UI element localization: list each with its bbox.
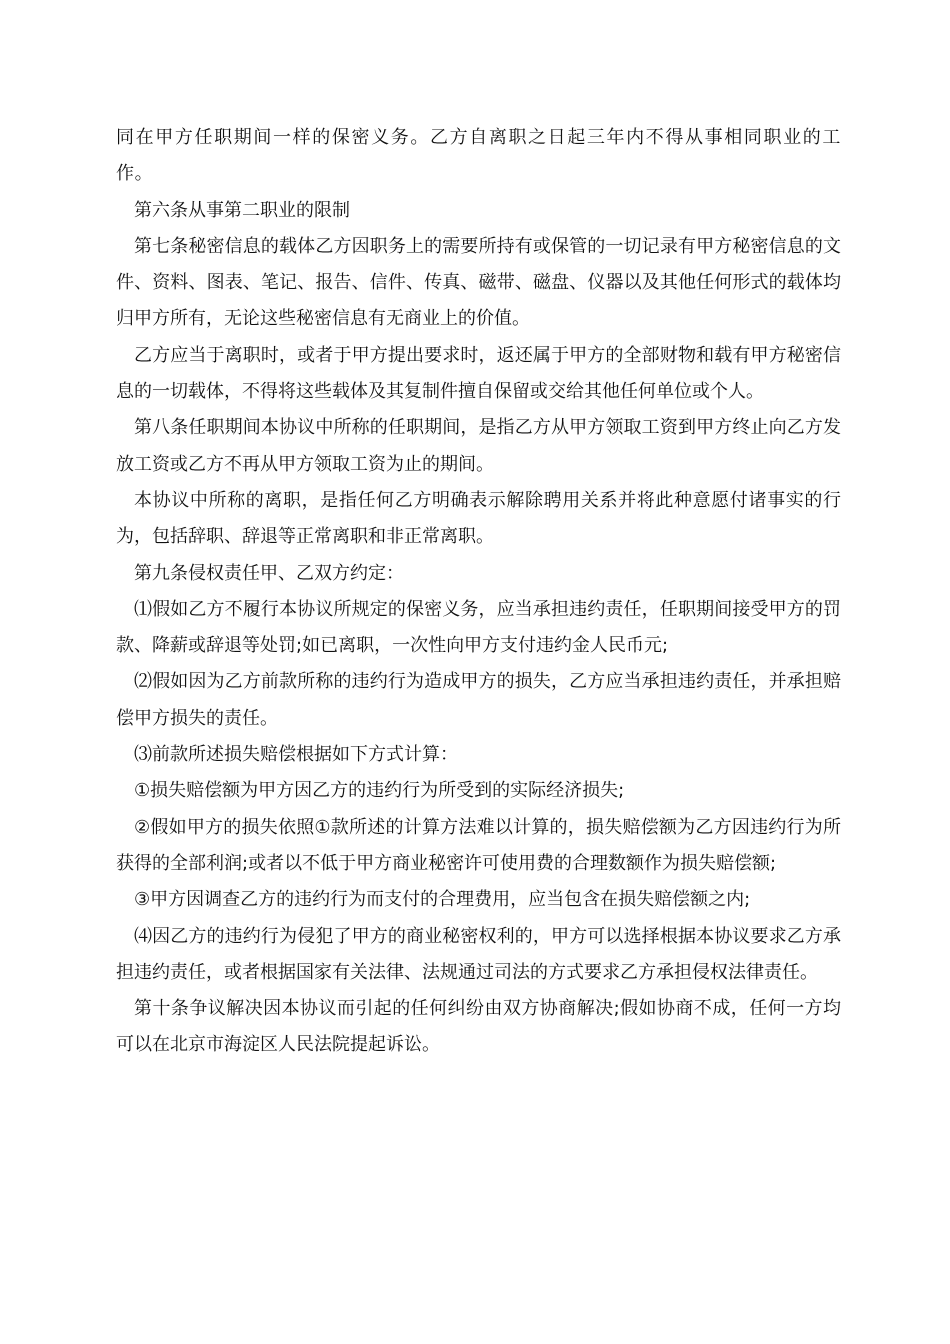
return-materials-paragraph: 乙方应当于离职时，或者于甲方提出要求时，返还属于甲方的全部财物和载有甲方秘密信息的一切载体，不得将这些载体及其复制件擅自保留或交给其他任何单位或个人。 — [116, 344, 841, 403]
paragraph-confidentiality-continuation: 同在甲方任职期间一样的保密义务。乙方自离职之日起三年内不得从事相同职业的工作。 — [116, 127, 841, 185]
clause-1-paragraph: ⑴假如乙方不履行本协议所规定的保密义务，应当承担违约责任，任职期间接受甲方的罚款、降薪或辞退等处罚;如已离职，一次性向甲方支付违约金人民币元; — [116, 598, 841, 657]
sub-clause-3-paragraph: ③甲方因调查乙方的违约行为而支付的合理费用，应当包含在损失赔偿额之内; — [134, 889, 751, 911]
article-6-heading: 第六条从事第二职业的限制 — [134, 199, 350, 221]
sub-clause-1-paragraph: ①损失赔偿额为甲方因乙方的违约行为所受到的实际经济损失; — [134, 780, 625, 802]
document-body — [116, 120, 841, 1064]
article-10-paragraph: 第十条争议解决因本协议而引起的任何纠纷由双方协商解决;假如协商不成，任何一方均可以在北京市海淀区人民法院提起诉讼。 — [116, 998, 841, 1056]
article-8-paragraph: 第八条任职期间本协议中所称的任职期间，是指乙方从甲方领取工资到甲方终止向乙方发放工资或乙方不再从甲方领取工资为止的期间。 — [116, 417, 841, 475]
clause-4-paragraph: ⑷因乙方的违约行为侵犯了甲方的商业秘密权利的，甲方可以选择根据本协议要求乙方承担违约责任，或者根据国家有关法律、法规通过司法的方式要求乙方承担侵权法律责任。 — [116, 925, 841, 983]
article-7-paragraph: 第七条秘密信息的载体乙方因职务上的需要所持有或保管的一切记录有甲方秘密信息的文件、资料、图表、笔记、报告、信件、传真、磁带、磁盘、仪器以及其他任何形式的载体均归甲方所有，无论这些秘密信息有无商业上的价值。 — [116, 235, 841, 330]
article-9-heading: 第九条侵权责任甲、乙双方约定： — [134, 562, 404, 584]
resignation-definition-paragraph: 本协议中所称的离职，是指任何乙方明确表示解除聘用关系并将此种意愿付诸事实的行为，包括辞职、辞退等正常离职和非正常离职。 — [116, 489, 841, 548]
clause-2-paragraph: ⑵假如因为乙方前款所称的违约行为造成甲方的损失，乙方应当承担违约责任，并承担赔偿甲方损失的责任。 — [116, 671, 841, 729]
clause-3-paragraph: ⑶前款所述损失赔偿根据如下方式计算： — [134, 744, 458, 766]
sub-clause-2-paragraph: ②假如甲方的损失依照①款所述的计算方法难以计算的，损失赔偿额为乙方因违约行为所获得的全部利润;或者以不低于甲方商业秘密许可使用费的合理数额作为损失赔偿额; — [116, 816, 841, 874]
